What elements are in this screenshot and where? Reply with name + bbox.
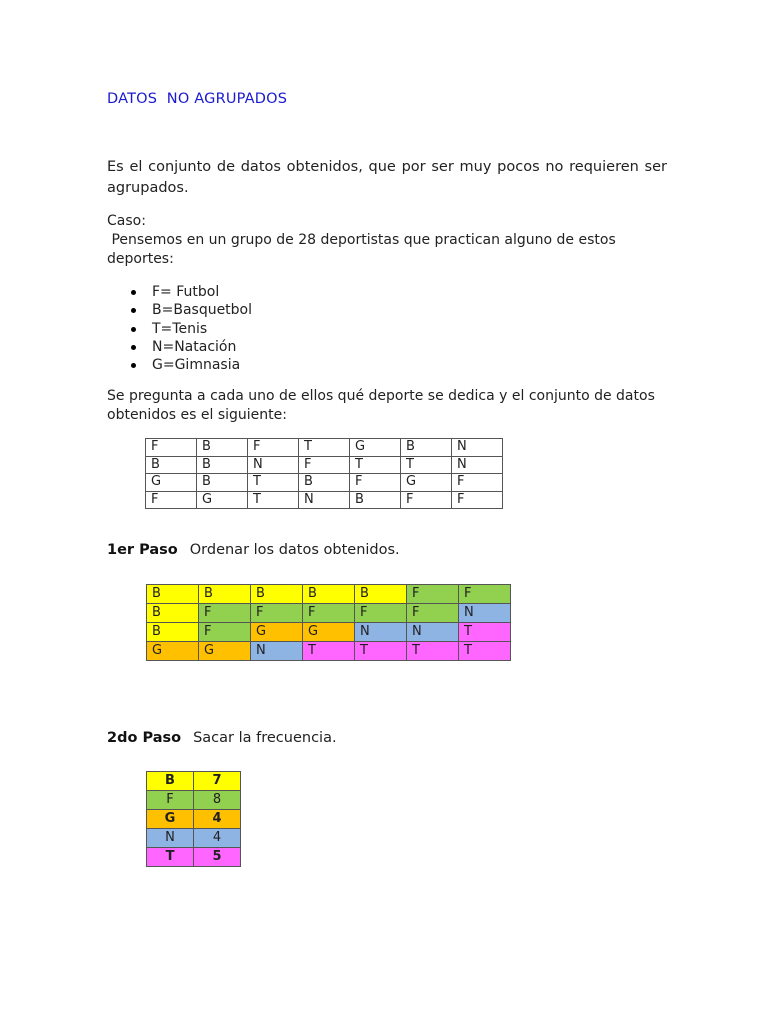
table-cell: G	[350, 439, 401, 457]
caso-description: Pensemos en un grupo de 28 deportistas que practican alguno de estos deportes:	[107, 232, 621, 267]
table-cell: B	[401, 439, 452, 457]
question-paragraph: Se pregunta a cada uno de ellos qué deporte se dedica y el conjunto de datos obtenidos es el siguiente:	[107, 388, 655, 423]
table-cell: B	[355, 585, 407, 604]
list-item: F= Futbol	[107, 283, 252, 301]
table-cell: F	[199, 604, 251, 623]
table-cell: B	[147, 623, 199, 642]
table-cell: N	[452, 456, 503, 474]
step1-heading	[107, 542, 400, 558]
table-cell: F	[407, 604, 459, 623]
frequency-sport-cell: T	[147, 848, 194, 867]
table-cell: G	[147, 642, 199, 661]
table-cell: T	[401, 456, 452, 474]
intro-paragraph: Es el conjunto de datos obtenidos, que por ser muy pocos no requieren ser agrupados.	[107, 159, 667, 196]
frequency-count-cell: 4	[194, 829, 241, 848]
table-cell: F	[452, 474, 503, 492]
page-title: DATOS NO AGRUPADOS	[107, 91, 288, 107]
table-row	[147, 604, 511, 623]
table-cell: F	[251, 604, 303, 623]
table-cell: B	[199, 585, 251, 604]
table-row	[147, 642, 511, 661]
list-item: B=Basquetbol	[107, 301, 252, 319]
table-cell: F	[303, 604, 355, 623]
table-cell: B	[197, 474, 248, 492]
caso-label: Caso:	[107, 213, 146, 229]
table-cell: B	[197, 439, 248, 457]
list-item: T=Tenis	[107, 320, 252, 338]
step1-number: 1er Paso	[107, 542, 178, 558]
table-cell: B	[303, 585, 355, 604]
table-cell: N	[248, 456, 299, 474]
table-row	[147, 772, 241, 791]
table-cell: B	[147, 604, 199, 623]
frequency-count-cell: 7	[194, 772, 241, 791]
table-cell: F	[407, 585, 459, 604]
table-cell: N	[299, 491, 350, 509]
table-row	[147, 791, 241, 810]
table-row	[146, 456, 503, 474]
table-row	[147, 585, 511, 604]
step2-heading	[107, 730, 337, 746]
table-cell: F	[199, 623, 251, 642]
table-cell: N	[459, 604, 511, 623]
table-cell: T	[248, 491, 299, 509]
frequency-table	[146, 771, 241, 867]
table-cell: N	[452, 439, 503, 457]
table-cell: N	[251, 642, 303, 661]
frequency-sport-cell: F	[147, 791, 194, 810]
table-cell: G	[199, 642, 251, 661]
table-cell: T	[407, 642, 459, 661]
frequency-sport-cell: G	[147, 810, 194, 829]
table-cell: F	[401, 491, 452, 509]
table-cell: G	[303, 623, 355, 642]
table-cell: T	[355, 642, 407, 661]
frequency-count-cell: 5	[194, 848, 241, 867]
table-cell: T	[459, 642, 511, 661]
table-cell: F	[146, 491, 197, 509]
table-cell: F	[355, 604, 407, 623]
table-cell: F	[350, 474, 401, 492]
sorted-data-table	[146, 584, 511, 661]
table-row	[147, 848, 241, 867]
raw-data-table	[145, 438, 503, 509]
sports-list	[107, 283, 252, 374]
table-cell: B	[146, 456, 197, 474]
table-cell: G	[197, 491, 248, 509]
table-row	[147, 623, 511, 642]
table-cell: F	[248, 439, 299, 457]
table-cell: N	[407, 623, 459, 642]
step2-number: 2do Paso	[107, 730, 182, 746]
list-item: N=Natación	[107, 338, 252, 356]
table-cell: T	[350, 456, 401, 474]
table-row	[146, 491, 503, 509]
table-cell: B	[299, 474, 350, 492]
table-cell: T	[459, 623, 511, 642]
table-cell: T	[299, 439, 350, 457]
table-cell: G	[146, 474, 197, 492]
table-cell: T	[303, 642, 355, 661]
table-cell: B	[197, 456, 248, 474]
table-cell: F	[299, 456, 350, 474]
step1-label: Ordenar los datos obtenidos.	[189, 542, 400, 558]
frequency-sport-cell: B	[147, 772, 194, 791]
step2-label: Sacar la frecuencia.	[193, 730, 337, 746]
table-cell: G	[401, 474, 452, 492]
table-cell: F	[452, 491, 503, 509]
table-row	[146, 439, 503, 457]
table-row	[147, 829, 241, 848]
frequency-sport-cell: N	[147, 829, 194, 848]
list-item: G=Gimnasia	[107, 356, 252, 374]
table-cell: B	[350, 491, 401, 509]
table-row	[147, 810, 241, 829]
frequency-count-cell: 4	[194, 810, 241, 829]
table-cell: B	[251, 585, 303, 604]
frequency-count-cell: 8	[194, 791, 241, 810]
table-cell: F	[146, 439, 197, 457]
table-cell: N	[355, 623, 407, 642]
table-cell: T	[248, 474, 299, 492]
table-row	[146, 474, 503, 492]
table-cell: G	[251, 623, 303, 642]
table-cell: B	[147, 585, 199, 604]
table-cell: F	[459, 585, 511, 604]
